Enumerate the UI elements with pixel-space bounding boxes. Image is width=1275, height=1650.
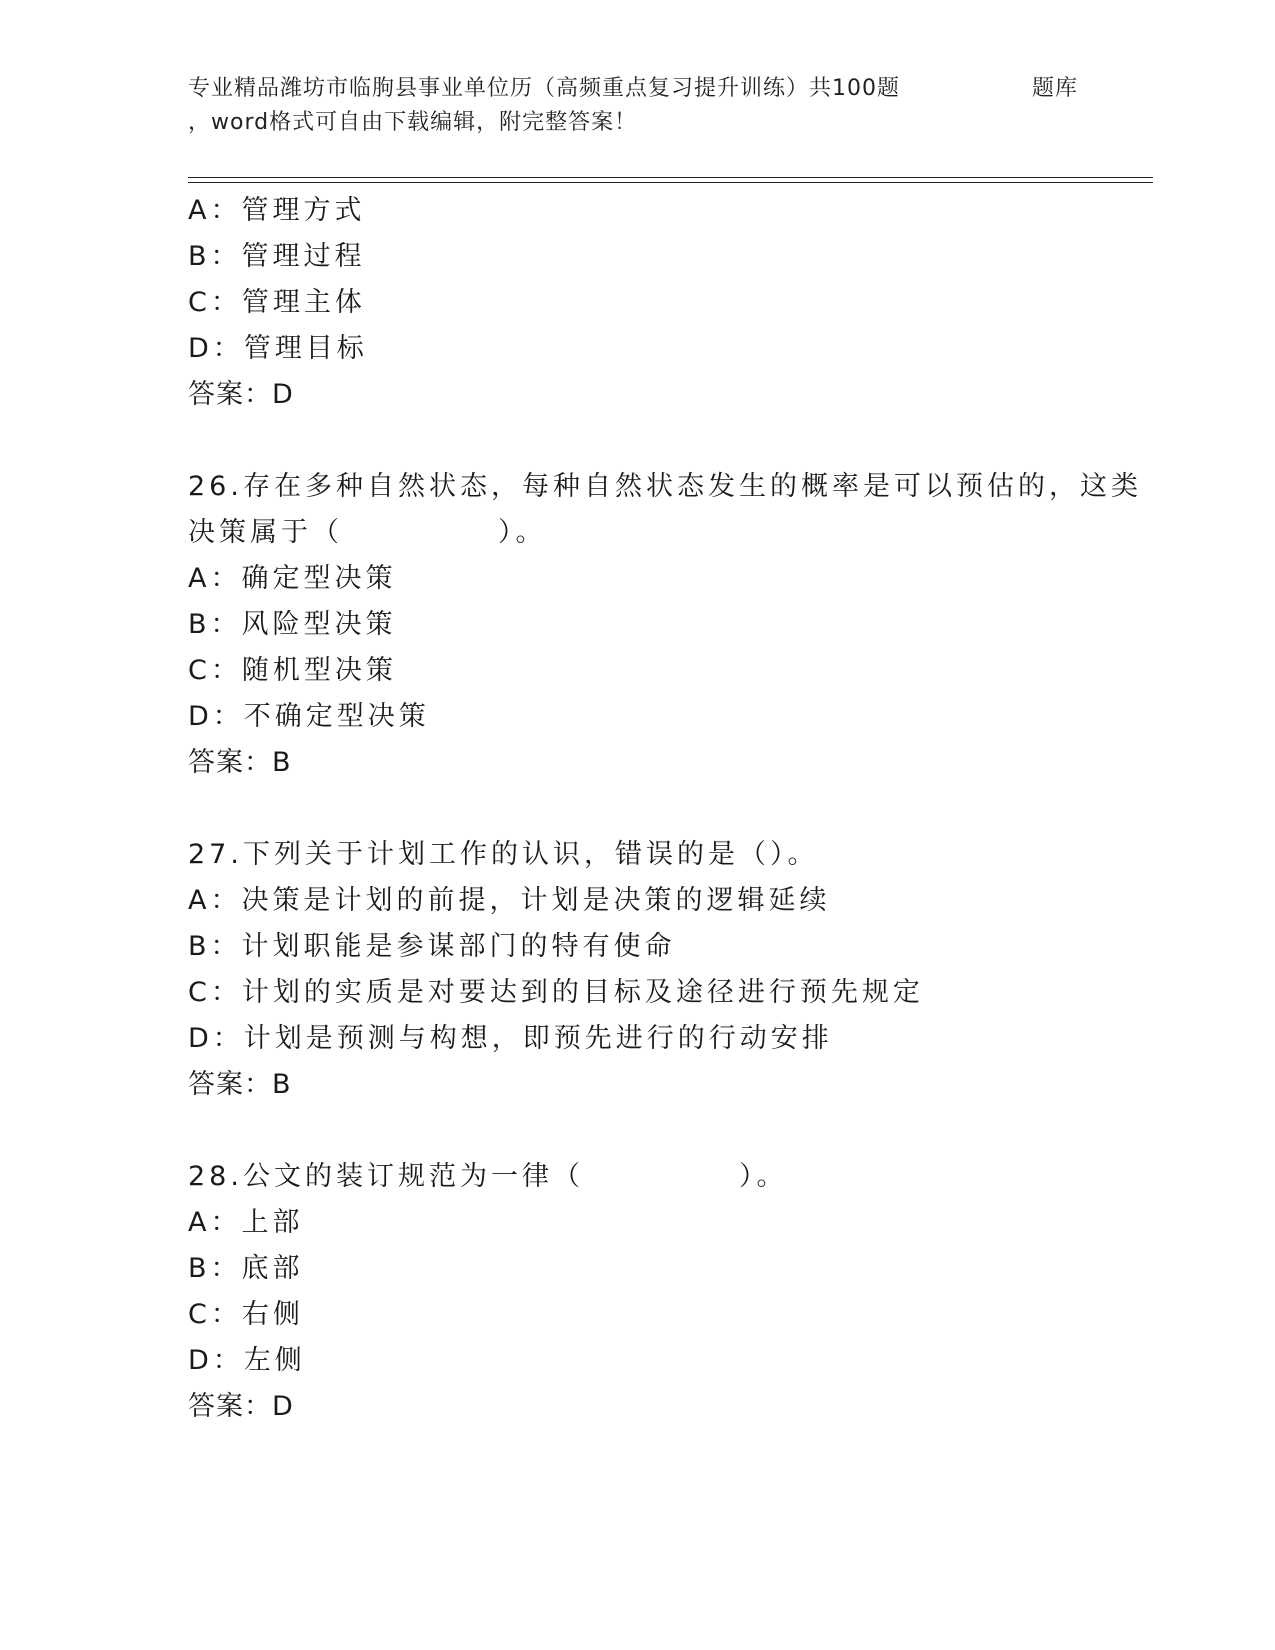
option-d: D：左侧 [188, 1345, 306, 1376]
header-line-1 [188, 72, 1088, 106]
header-title: 专业精品潍坊市临朐县事业单位历（高频重点复习提升训练）共100题 [188, 76, 900, 101]
question-25-continued [188, 188, 1128, 418]
option-b: B：计划职能是参谋部门的特有使命 [188, 931, 676, 962]
option-c: C：管理主体 [188, 287, 366, 318]
header-line-2: ，word格式可自由下载编辑，附完整答案！ [188, 110, 638, 135]
question-28 [188, 1154, 1128, 1430]
question-stem: 28.公文的装订规范为一律（ ）。 [188, 1161, 788, 1192]
answer: 答案：B [188, 1069, 292, 1100]
option-a: A：决策是计划的前提，计划是决策的逻辑延续 [188, 885, 831, 916]
question-27 [188, 832, 1128, 1108]
answer: 答案：D [188, 379, 294, 410]
option-d: D：计划是预测与构想，即预先进行的行动安排 [188, 1023, 833, 1054]
option-d: D：管理目标 [188, 333, 368, 364]
option-c: C：随机型决策 [188, 655, 397, 686]
option-c: C：计划的实质是对要达到的目标及途径进行预先规定 [188, 977, 924, 1008]
header-divider-bottom [188, 182, 1153, 183]
document-header [188, 72, 1088, 140]
header-title-suffix: 题库 [1032, 76, 1079, 101]
option-a: A：确定型决策 [188, 563, 397, 594]
option-b: B：底部 [188, 1253, 304, 1284]
question-stem: 27.下列关于计划工作的认识，错误的是（）。 [188, 839, 819, 870]
question-list [188, 188, 1142, 1430]
question-26 [188, 464, 1142, 786]
header-divider-top [188, 177, 1153, 178]
question-stem: 26.存在多种自然状态，每种自然状态发生的概率是可以预估的，这类 [188, 471, 1142, 502]
question-stem-continued: 决策属于（ ）。 [188, 517, 547, 548]
option-b: B：风险型决策 [188, 609, 397, 640]
option-a: A：上部 [188, 1207, 304, 1238]
answer: 答案：B [188, 747, 292, 778]
option-a: A：管理方式 [188, 195, 366, 226]
option-b: B：管理过程 [188, 241, 366, 272]
option-c: C：右侧 [188, 1299, 304, 1330]
option-d: D：不确定型决策 [188, 701, 430, 732]
answer: 答案：D [188, 1391, 294, 1422]
